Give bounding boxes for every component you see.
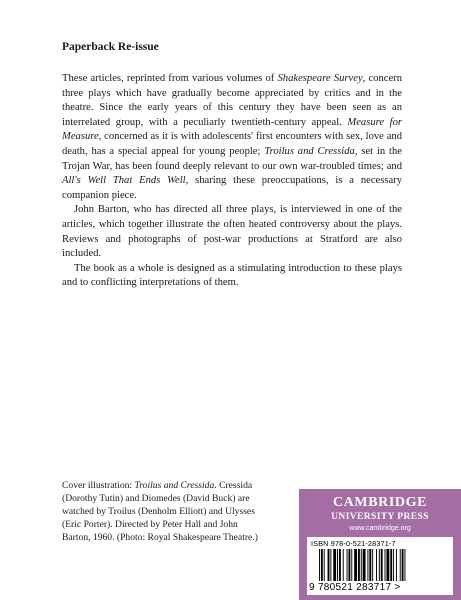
paragraph: The book as a whole is designed as a stimulating introduction to these plays and to conflicting interpretations of them. bbox=[62, 262, 402, 289]
barcode-icon bbox=[319, 549, 447, 581]
barcode-box bbox=[307, 537, 453, 595]
barcode-digits: 9 780521 283717 > bbox=[309, 582, 401, 593]
publisher-subtitle: UNIVERSITY PRESS bbox=[331, 512, 429, 522]
isbn-label: ISBN 978-0-521-28371-7 bbox=[311, 539, 396, 548]
publisher-name: CAMBRIDGE bbox=[332, 495, 428, 510]
publisher-block bbox=[299, 489, 461, 600]
italic-title: Shakespeare Survey bbox=[277, 73, 363, 84]
paragraph: John Barton, who has directed all three plays, is interviewed in one of the articles, which together illustrate the often heated controversy about the plays. Reviews and photographs of post-war productions at Stratford are also included. bbox=[62, 204, 402, 260]
italic-title: Troilus and Cressida bbox=[134, 480, 215, 491]
italic-title: All's Well That Ends Well bbox=[62, 175, 186, 187]
italic-title: Troilus and Cressida bbox=[264, 145, 355, 157]
blurb-text bbox=[62, 72, 402, 291]
publisher-url: www.cambridge.org bbox=[349, 525, 411, 532]
italic-title: Measure for Measure bbox=[62, 116, 403, 143]
cover-illustration-caption: Cover illustration: Troilus and Cressida. Cressida (Dorothy Tutin) and Diomedes (David Buck) are watched by Troilus (Denholm Elliott) and Ulysses (Eric Porter). Directed by Peter Hall and John Barton, 1960. (Photo: Royal Shakespeare Theatre.) bbox=[62, 480, 258, 543]
heading: Paperback Re-issue bbox=[62, 41, 159, 53]
paragraph: These articles, reprinted from various volumes of Shakespeare Survey, concern three plays which have gradually become appreciated by critics and in the theatre. Since the early years of this century they have been seen as an interrelated group, with a peculiarly twentieth-century appeal. Measure for Measure, concerned as it is with adolescents' first encounters with sex, love and death, has a special appeal for young people; Troilus and Cressida, set in the Trojan War, has been found deeply relevant to our own war-troubled times; and All's Well That Ends Well, sharing these preoccupations, is a necessary companion piece. bbox=[62, 73, 403, 201]
